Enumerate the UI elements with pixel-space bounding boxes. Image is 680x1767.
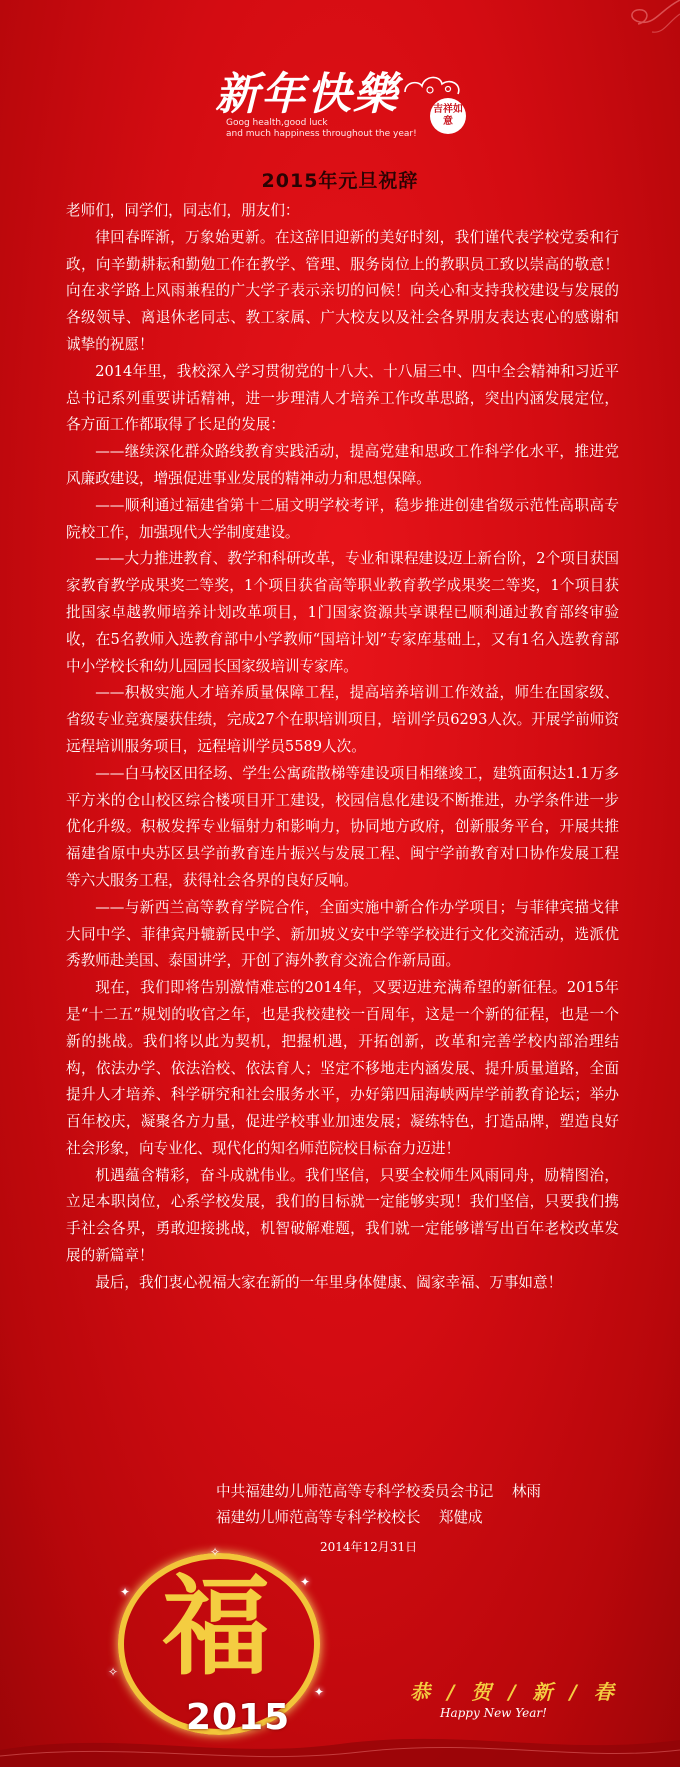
signature-secretary: 中共福建幼儿师范高等专科学校委员会书记 林雨 [216,1483,542,1500]
corner-flourish-icon [560,0,680,60]
sparkle-icon: ✦ [300,1575,311,1589]
sparkle-icon: ✦ [314,1685,325,1699]
paragraph: ——积极实施人才培养质量保障工程，提高培养培训工作效益，师生在国家级、省级专业竞赛屡获佳绩，完成27个在职培训项目，培训学员6293人次。开展学前师资远程培训服务项目，远程培训学员5589人次。 [66,684,619,755]
paragraph: ——大力推进教育、教学和科研改革，专业和课程建设迈上新台阶，2个项目获国家教育教学成果奖二等奖，1个项目获省高等职业教育教学成果奖二等奖，1个项目获批国家卓越教师培养计划改革项目，1门国家资源共享课程已顺利通过教育部终审验收，在5名教师入选教育部中小学教师“国培计划”专家库基础上，又有1名入选教育部中小学校长和幼儿园园长国家级培训专家库。 [66,550,619,675]
paragraph: ——继续深化群众路线教育实践活动，提高党建和思政工作科学化水平，推进党风廉政建设，增强促进事业发展的精神动力和思想保障。 [66,443,619,487]
fu-character: 福 [162,1564,271,1690]
signature-block [216,1479,636,1531]
speech-body [66,198,619,1297]
new-year-logo: 新年快樂 [215,69,399,120]
paragraph: 最后，我们衷心祝福大家在新的一年里身体健康、阖家幸福、万事如意！ [95,1273,563,1291]
sparkle-icon: ✧ [108,1665,119,1679]
bottom-wave-decoration [0,1720,680,1767]
cloud-ornament-icon [400,64,470,104]
greeting-chinese: 恭 / 贺 / 新 / 春 [410,1680,619,1704]
header [0,0,680,160]
paragraph: ——白马校区田径场、学生公寓疏散梯等建设项目相继竣工，建筑面积达1.1万多平方米的仓山校区综合楼项目开工建设，校园信息化建设不断推进，办学条件进一步优化升级。积极发挥专业辐射力和影响力，协同地方政府，创新服务平台，开展共推福建省原中央苏区县学前教育连片振兴与发展工程、闽宁学前教育对口协作发展工程等六大服务工程，获得社会各界的良好反响。 [66,764,619,889]
signature-date: 2014年12月31日 [320,1540,418,1554]
greeting-english: Happy New Year! [440,1706,547,1720]
paragraph: ——顺利通过福建省第十二届文明学校考评，稳步推进创建省级示范性高职高专院校工作，加强现代大学制度建设。 [66,496,619,541]
page-title: 2015年元旦祝辞 [261,170,419,192]
paragraph: ——与新西兰高等教育学院合作，全面实施中新合作办学项目；与菲律宾描戈律大同中学、菲律宾丹辘新民中学、新加坡义安中学等学校进行文化交流活动，选派优秀教师赴美国、泰国讲学，开创了海外教育交流合作新局面。 [66,898,619,970]
signature-president: 福建幼儿师范高等专科学校校长 郑健成 [216,1509,483,1526]
sparkle-icon: ✧ [210,1545,221,1559]
year-label: 2015 [186,1697,291,1738]
paragraph: 律回春晖渐，万象始更新。在这辞旧迎新的美好时刻，我们谨代表学校党委和行政，向辛勤耕耘和勤勉工作在教学、管理、服务岗位上的教职员工致以崇高的敬意！向在求学路上风雨兼程的广大学子表示亲切的问候！向关心和支持我校建设与发展的各级领导、离退休老同志、教工家属、广大校友以及社会各界朋友表达衷心的感谢和诚挚的祝愿！ [66,228,619,353]
paragraph: 2014年里，我校深入学习贯彻党的十八大、十八届三中、四中全会精神和习近平总书记系列重要讲话精神，进一步理清人才培养工作改革思路，突出内涵发展定位，各方面工作都取得了长足的发展： [66,362,619,434]
auspicious-seal: 吉祥如意 [430,98,466,134]
paragraph: 机遇蕴含精彩，奋斗成就伟业。我们坚信，只要全校师生风雨同舟，励精图治，立足本职岗位，心系学校发展，我们的目标就一定能够实现！我们坚信，只要我们携手社会各界，勇敢迎接挑战，机智破解难题，我们就一定能够谱写出百年老校改革发展的新篇章！ [66,1166,619,1265]
salutation: 老师们，同学们，同志们，朋友们： [66,202,300,219]
logo-tagline-line-1: Goog health,good luck [226,118,328,128]
fu-emblem [100,1545,340,1745]
logo-tagline-line-2: and much happiness throughout the year! [226,129,417,139]
paragraph: 现在，我们即将告别激情难忘的2014年，又要迈进充满希望的新征程。2015年是“十二五”规划的收官之年，也是我校建校一百周年，这是一个新的征程，也是一个新的挑战。我们将以此为契机，把握机遇，开拓创新，改革和完善学校内部治理结构，依法办学、依法治校、依法育人；坚定不移地走内涵发展、提升质量道路，全面提升人才培养、科学研究和社会服务水平，办好第四届海峡两岸学前教育论坛；举办百年校庆，凝聚各方力量，促进学校事业加速发展；凝练特色，打造品牌，塑造良好社会形象，向专业化、现代化的知名师范院校目标奋力迈进！ [66,979,619,1157]
sparkle-icon: ✦ [120,1585,131,1599]
